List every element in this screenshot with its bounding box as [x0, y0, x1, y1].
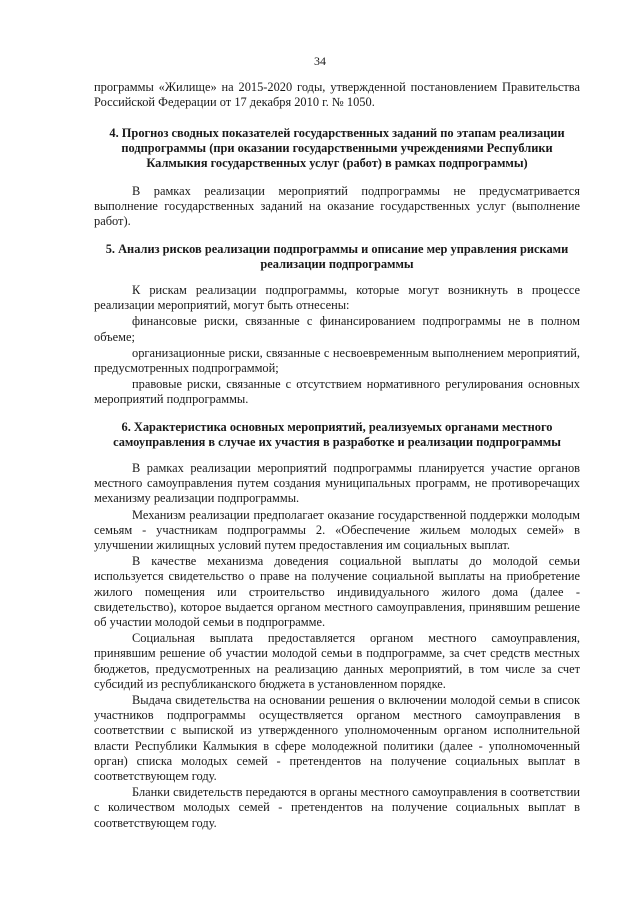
section-6-body [94, 461, 580, 832]
section-4-heading-line: Калмыкия государственных услуг (работ) в рамках подпрограммы) [146, 156, 528, 171]
intro-paragraph: программы «Жилище» на 2015-2020 годы, утвержденной постановлением Правительства Российской Федерации от 17 декабря 2010 г. № 1050. [94, 80, 580, 110]
section-5-paragraph: организационные риски, связанные с несвоевременным выполнением мероприятий, предусмотренных подпрограммой; [94, 345, 580, 376]
section-6-paragraph: Социальная выплата предоставляется органом местного самоуправления, принявшим решение об участии молодой семьи в подпрограмме, за счет средств местных бюджетов, предусмотренных на реализацию данных мероприятий, в том числе за счет субсидий из республиканского бюджета в установленном порядке. [94, 631, 580, 691]
section-5-heading-line: реализации подпрограммы [260, 257, 414, 272]
section-6-paragraph: В качестве механизма доведения социальной выплаты до молодой семьи используется свидетельство о праве на получение социальной выплаты на приобретение жилого помещения или строительство индивидуального жилого дома (далее - свидетельство), которое выдается органом местного самоуправления, принявшим решение об участии молодой семьи в подпрограмме. [94, 554, 580, 630]
page-number: 34 [314, 54, 326, 68]
section-6-heading-line: 6. Характеристика основных мероприятий, реализуемых органами местного [121, 420, 553, 434]
section-6-paragraph: Бланки свидетельств передаются в органы местного самоуправления в соответствии с количеством молодых семей - претендентов на получение социальных выплат в соответствующем году. [94, 785, 580, 830]
section-4-heading [94, 126, 580, 172]
section-6-heading-line: самоуправления в случае их участия в разработке и реализации подпрограммы [113, 435, 561, 450]
section-5-heading-line: 5. Анализ рисков реализации подпрограммы и описание мер управления рисками [105, 242, 569, 256]
section-4-heading-line: 4. Прогноз сводных показателей государственных заданий по этапам реализации [109, 126, 565, 140]
section-6-paragraph: Выдача свидетельства на основании решения о включении молодой семьи в список участников подпрограммы осуществляется органом местного самоуправления в соответствии с выпиской из утвержденного уполномоченным органом исполнительной власти Республики Калмыкия в сфере молодежной политики (далее - уполномоченный орган) списка молодых семей - претендентов на получение социальных выплат в соответствующем году. [94, 693, 580, 784]
section-4-heading-line: подпрограммы (при оказании государственными учреждениями Республики [121, 141, 553, 156]
section-6-heading [94, 420, 580, 450]
section-4-paragraph: В рамках реализации мероприятий подпрограммы не предусматривается выполнение государственных заданий на оказание государственных услуг (выполнение работ). [94, 184, 580, 229]
section-6-paragraph: В рамках реализации мероприятий подпрограммы планируется участие органов местного самоуправления путем создания муниципальных программ, не противоречащих механизму реализации подпрограммы. [94, 461, 580, 506]
section-5-heading [94, 242, 580, 272]
intro-block [94, 80, 580, 111]
section-4-body [94, 184, 580, 231]
section-5-body [94, 283, 580, 409]
section-6-paragraph: Механизм реализации предполагает оказание государственной поддержки молодым семьям - участникам подпрограммы 2. «Обеспечение жильем молодых семей» в улучшении жилищных условий путем предоставления им социальных выплат. [94, 507, 580, 553]
section-5-paragraph: финансовые риски, связанные с финансированием подпрограммы не в полном объеме; [94, 314, 580, 344]
section-5-paragraph: К рискам реализации подпрограммы, которые могут возникнуть в процессе реализации мероприятий, могут быть отнесены: [94, 283, 580, 313]
section-5-paragraph: правовые риски, связанные с отсутствием нормативного регулирования основных мероприятий подпрограммы. [94, 377, 580, 407]
